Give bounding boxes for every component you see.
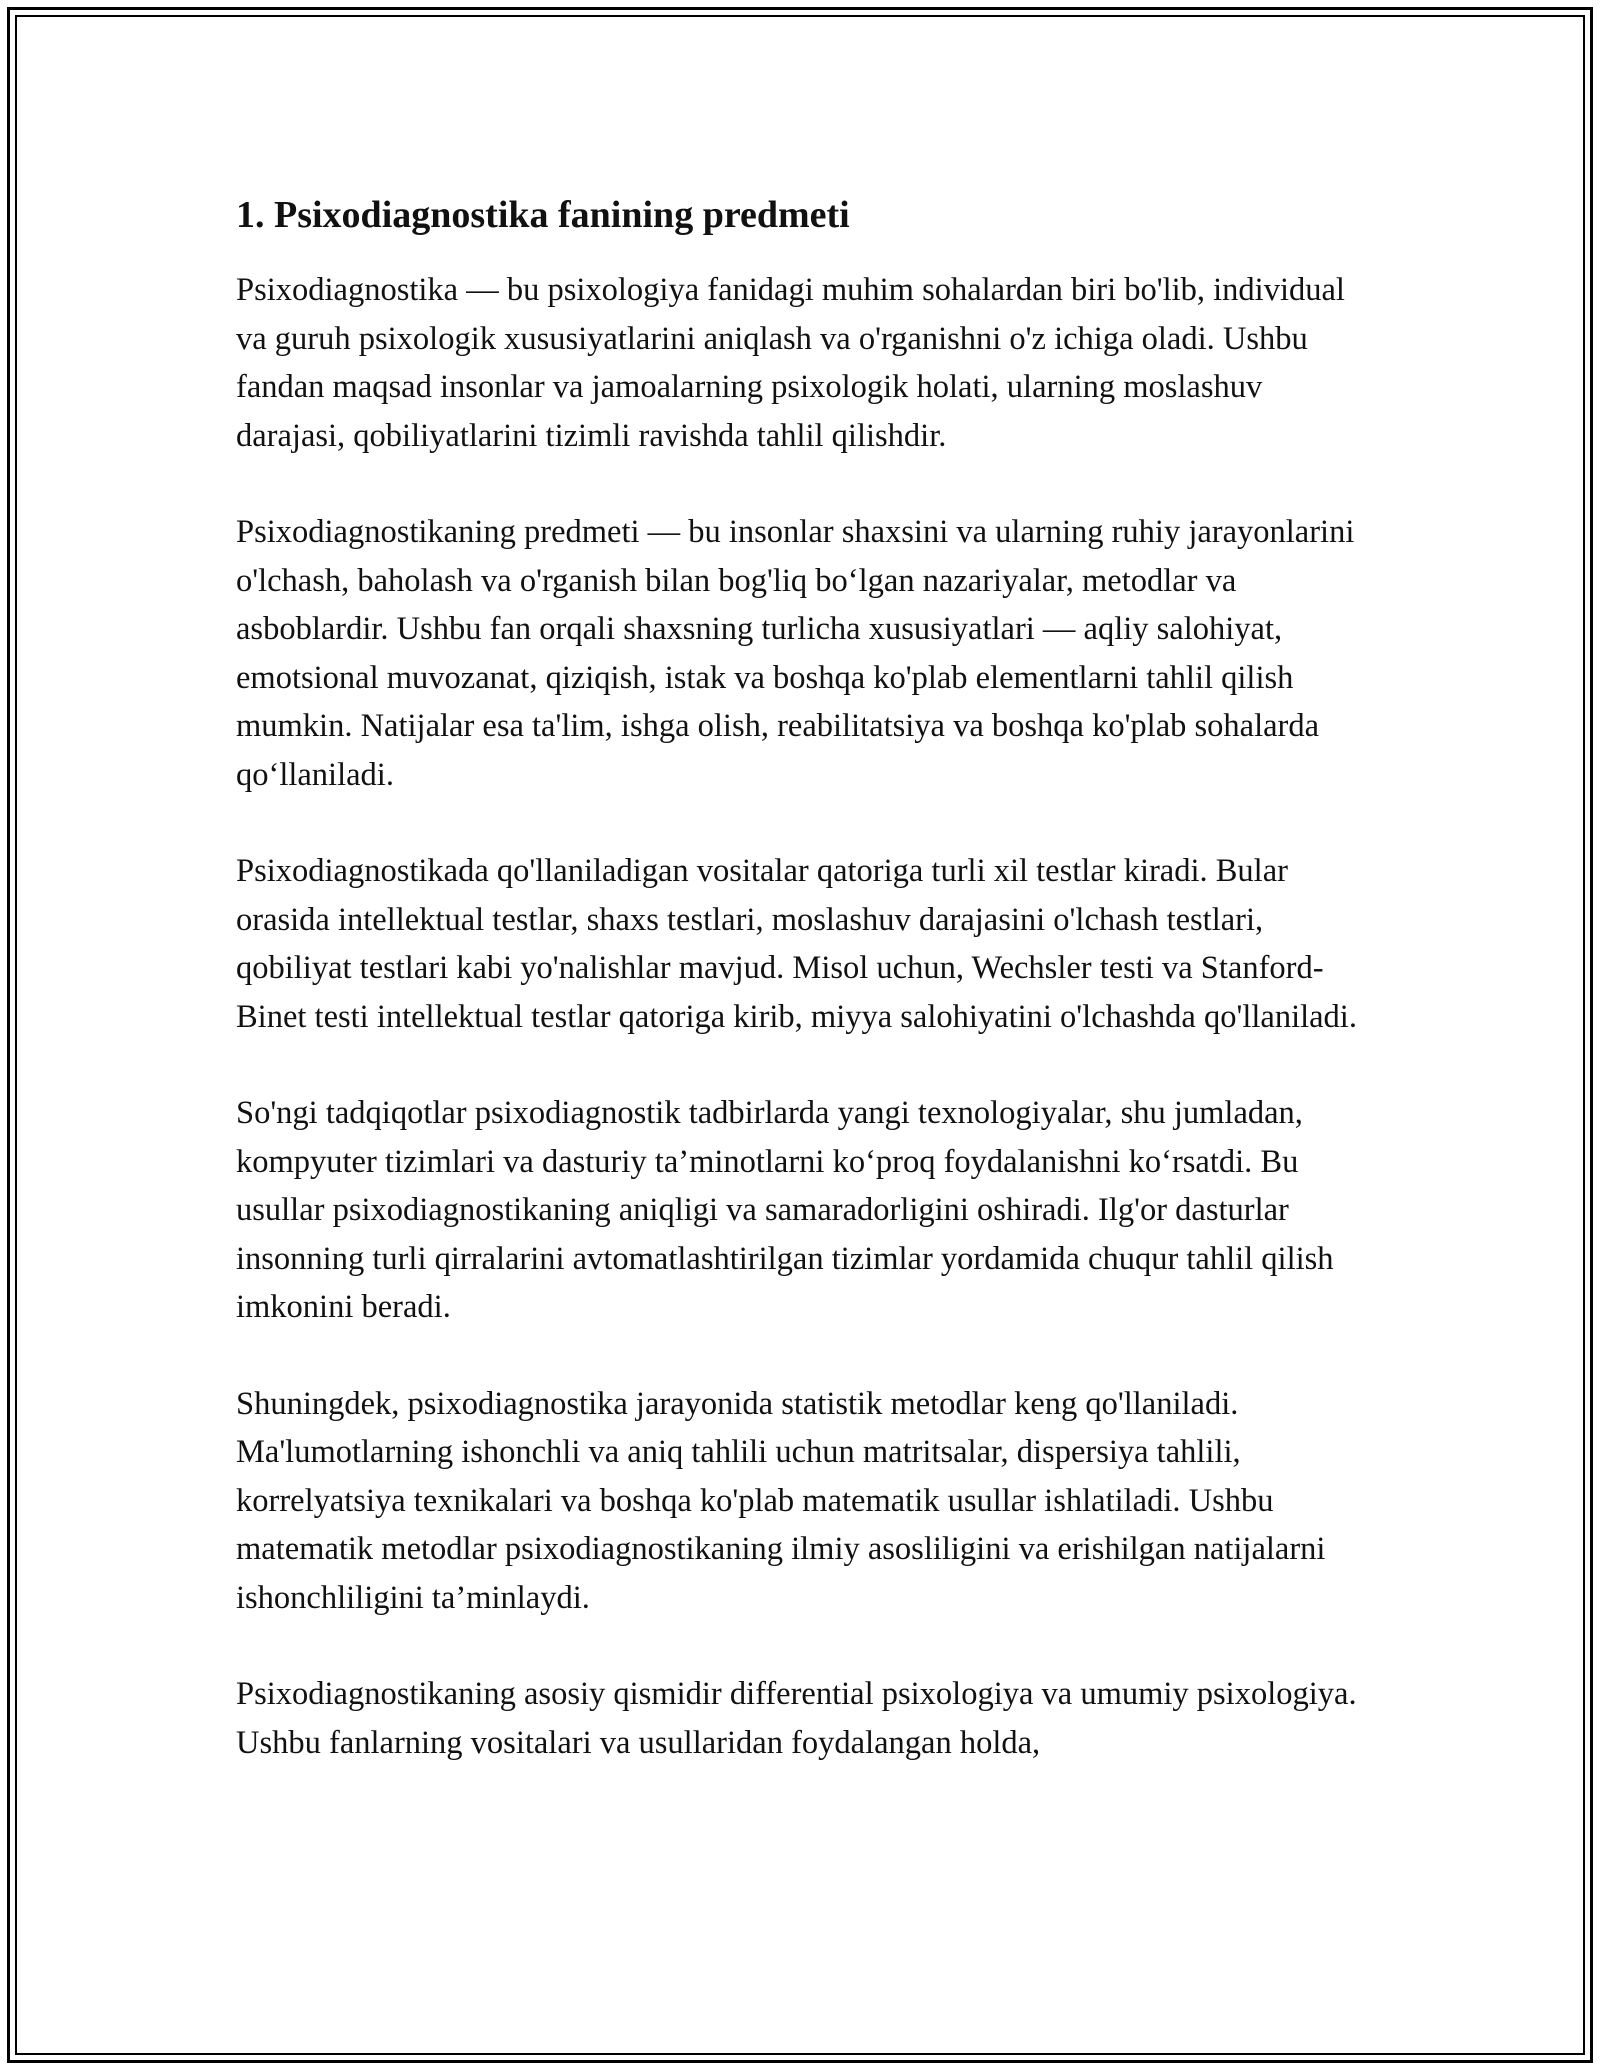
paragraph-6: Psixodiagnostikaning asosiy qismidir differential psixologiya va umumiy psixologiya. Ushbu fanlarning vositalari va usullaridan foydalangan holda, bbox=[236, 1676, 1357, 1761]
paragraph-1: Psixodiagnostika — bu psixologiya fanidagi muhim sohalardan biri bo'lib, individual va guruh psixologik xususiyatlarini aniqlash va o'rganishni o'z ichiga oladi. Ushbu fandan maqsad insonlar va jamoalarning psixologik holati, ularning moslashuv darajasi, qobiliyatlarini tizimli ravishda tahlil qilishdir. bbox=[236, 272, 1345, 454]
document-body bbox=[236, 186, 1376, 1815]
paragraph-5: Shuningdek, psixodiagnostika jarayonida statistik metodlar keng qo'llaniladi. Ma'lumotlarning ishonchli va aniq tahlili uchun matritsalar, dispersiya tahlili, korrelyatsiya texnikalari va boshqa ko'plab matematik usullar ishlatiladi. Ushbu matematik metodlar psixodiagnostikaning ilmiy asosliligini va erishilgan natijalarni ishonchliligini ta’minlaydi. bbox=[236, 1385, 1326, 1616]
paragraph-2: Psixodiagnostikaning predmeti — bu insonlar shaxsini va ularning ruhiy jarayonlarini o'lchash, baholash va o'rganish bilan bog'liq bo‘lgan nazariyalar, metodlar va asboblardir. Ushbu fan orqali shaxsning turlicha xususiyatlari — aqliy salohiyat, emotsional muvozanat, qiziqish, istak va boshqa ko'plab elementlarni tahlil qilish mumkin. Natijalar esa ta'lim, ishga olish, reabilitatsiya va boshqa ko'plab sohalarda qo‘llaniladi. bbox=[236, 514, 1355, 793]
paragraph-4: So'ngi tadqiqotlar psixodiagnostik tadbirlarda yangi texnologiyalar, shu jumladan, kompyuter tizimlari va dasturiy ta’minotlarni ko‘proq foydalanishni ko‘rsatdi. Bu usullar psixodiagnostikaning aniqligi va samaradorligini oshiradi. Ilg'or dasturlar insonning turli qirralarini avtomatlashtirilgan tizimlar yordamida chuqur tahlil qilish imkonini beradi. bbox=[236, 1095, 1334, 1325]
section-heading: 1. Psixodiagnostika fanining predmeti bbox=[236, 194, 850, 236]
paragraph-3: Psixodiagnostikada qo'llaniladigan vositalar qatoriga turli xil testlar kiradi. Bular orasida intellektual testlar, shaxs testlari, moslashuv darajasini o'lchash testlari, qobiliyat testlari kabi yo'nalishlar mavjud. Misol uchun, Wechsler testi va Stanford-Binet testi intellektual testlar qatoriga kirib, miyya salohiyatini o'lchashda qo'llaniladi. bbox=[236, 853, 1357, 1035]
